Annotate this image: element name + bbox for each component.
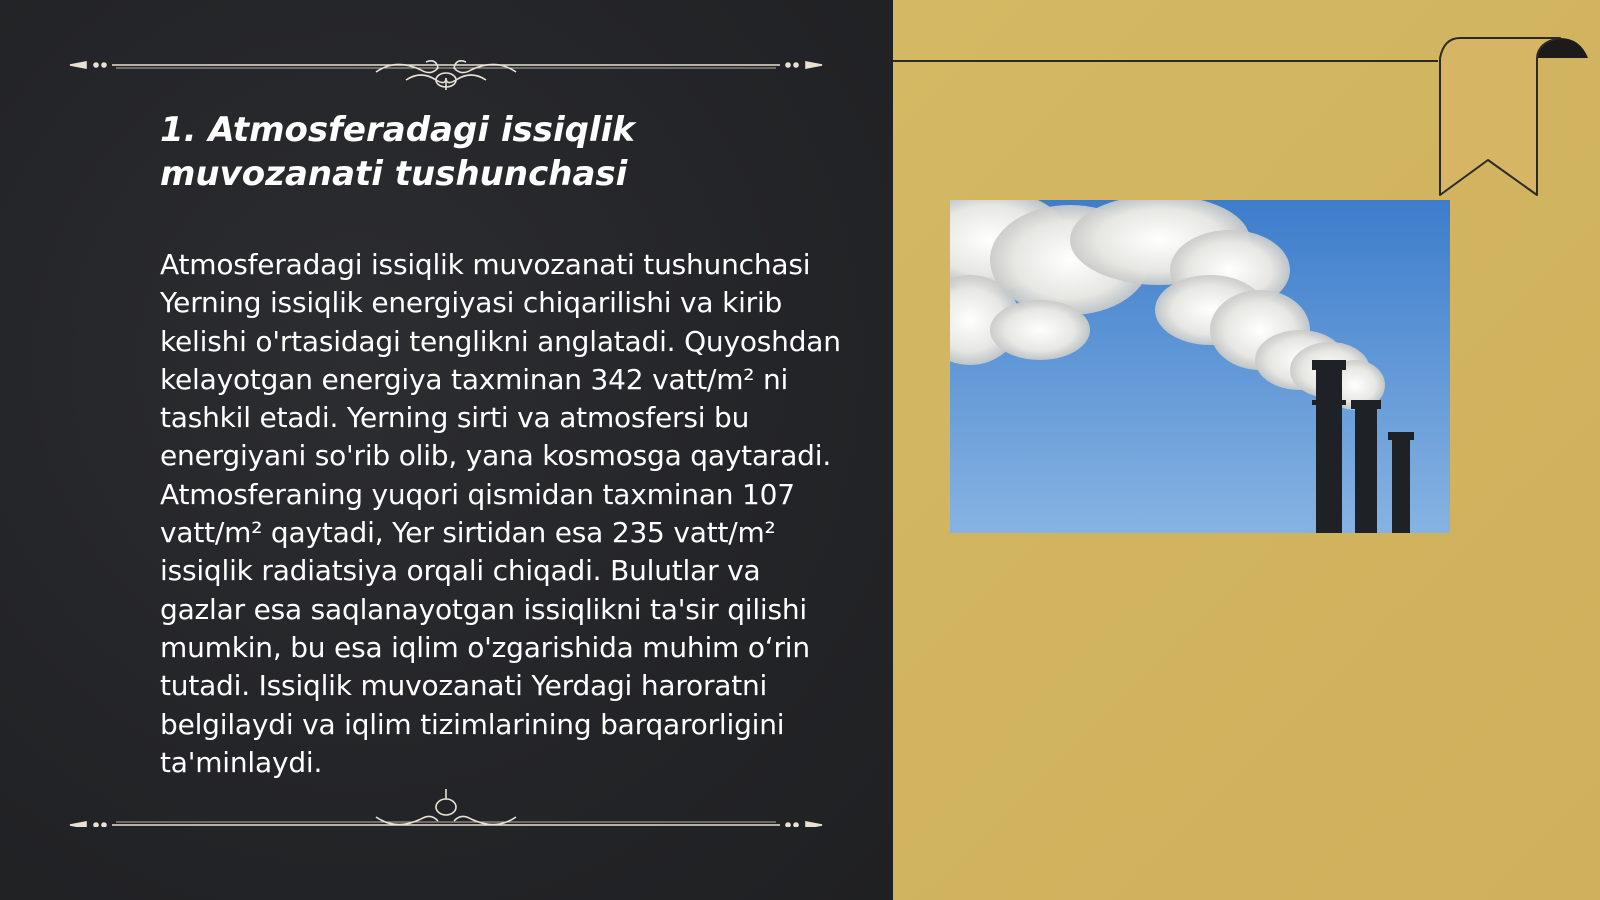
smokestacks-image bbox=[950, 200, 1450, 533]
slide-title: 1. Atmosferadagi issiqlik muvozanati tushunchasi bbox=[160, 110, 635, 194]
ornament-bottom-icon bbox=[66, 787, 826, 827]
ornament-top-icon bbox=[66, 50, 826, 90]
bookmark-icon bbox=[1430, 30, 1600, 200]
slide-body-text: Atmosferadagi issiqlik muvozanati tushunchasi Yerning issiqlik energiyasi chiqarilishi va kirib kelishi o'rtasidagi tenglikni anglatadi. Quyoshdan kelayotgan energiya taxminan 342 vatt/m² ni tashkil etadi. Yerning sirti va atmosfersi bu energiyani so'rib olib, yana kosmosga qaytaradi. Atmosferaning yuqori qismidan taxminan 107 vatt/m² qaytadi, Yer sirtidan esa 235 vatt/m² issiqlik radiatsiya orqali chiqadi. Bulutlar va gazlar esa saqlanayotgan issiqlikni ta'sir qilishi mumkin, bu esa iqlim o'zgarishida muhim o‘rin tutadi. Issiqlik muvozanati Yerdagi haroratni belgilaydi va iqlim tizimlarining barqarorligini ta'minlaydi. bbox=[160, 248, 841, 779]
divider-line bbox=[893, 60, 1438, 62]
smokestacks-photo bbox=[950, 200, 1450, 533]
